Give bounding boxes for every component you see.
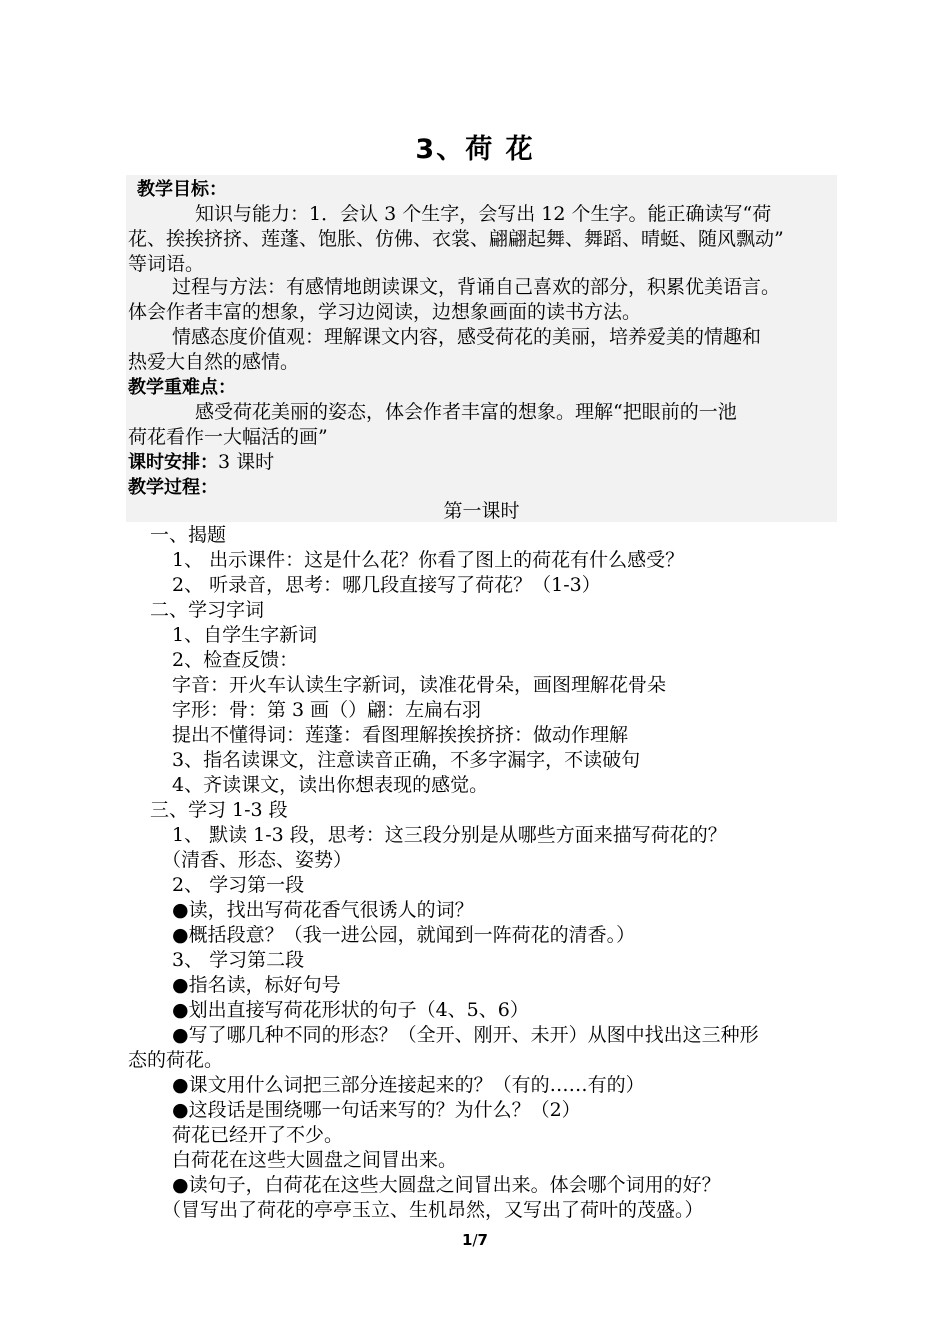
goal-line: 知识与能力：1．会认 3 个生字，会写出 12 个生字。能正确读写“荷	[195, 203, 772, 225]
body-line: 2、 学习第一段	[172, 874, 305, 896]
schedule-line	[128, 450, 274, 475]
body-line: 3、指名读课文，注意读音正确，不多字漏字，不读破句	[172, 749, 641, 771]
page-current: 1	[462, 1231, 473, 1249]
body-line: ●读句子，白荷花在这些大圆盘之间冒出来。体会哪个词用的好？	[172, 1174, 721, 1196]
body-line: 一、揭题	[150, 524, 227, 546]
body-line: 1、 默读 1-3 段，思考：这三段分别是从哪些方面来描写荷花的？	[172, 824, 727, 846]
body-line: 字音：开火车认读生字新词，读准花骨朵，画图理解花骨朵	[172, 674, 667, 696]
body-line: 1、自学生字新词	[172, 624, 318, 646]
body-line: ●写了哪几种不同的形态？（全开、刚开、未开）从图中找出这三种形	[172, 1024, 759, 1046]
body-line: 1、 出示课件：这是什么花？你看了图上的荷花有什么感受？	[172, 549, 685, 571]
body-line: （清香、形态、姿势）	[162, 849, 353, 871]
schedule-value: 3 课时	[218, 451, 275, 473]
page-total: 7	[477, 1231, 488, 1249]
body-line: 字形：骨：第 3 画（）翩：左扁右羽	[172, 699, 482, 721]
body-line: 3、 学习第二段	[172, 949, 305, 971]
body-line: ●划出直接写荷花形状的句子（4、5、6）	[172, 999, 529, 1021]
goal-line: 花、挨挨挤挤、莲蓬、饱胀、仿佛、衣裳、翩翩起舞、舞蹈、晴蜓、随风飘动”	[128, 228, 784, 250]
body-line: 2、 听录音，思考：哪几段直接写了荷花？（1-3）	[172, 574, 601, 596]
body-line: ●这段话是围绕哪一句话来写的？为什么？（2）	[172, 1099, 581, 1121]
body-line: ●概括段意？（我一进公园，就闻到一阵荷花的清香。）	[172, 924, 636, 946]
goal-line: 情感态度价值观：理解课文内容，感受荷花的美丽，培养爱美的情趣和	[172, 326, 762, 348]
body-line: 三、学习 1-3 段	[150, 799, 288, 821]
key-point-line: 感受荷花美丽的姿态，体会作者丰富的想象。理解“把眼前的一池	[195, 401, 737, 423]
page-separator: /	[472, 1231, 478, 1249]
goal-line: 热爱大自然的感情。	[128, 351, 300, 373]
page-number	[0, 1230, 950, 1250]
goals-heading: 教学目标：	[137, 179, 227, 200]
page-title: 3、荷 花	[415, 134, 535, 165]
body-line: 态的荷花。	[128, 1049, 224, 1071]
body-line: ●指名读，标好句号	[172, 974, 341, 996]
body-line: （冒写出了荷花的亭亭玉立、生机昂然，又写出了荷叶的茂盛。）	[162, 1199, 704, 1221]
body-line: 二、学习字词	[150, 599, 265, 621]
body-line: ●读，找出写荷花香气很诱人的词？	[172, 899, 474, 921]
body-line: 2、检查反馈：	[172, 649, 299, 671]
key-point-line: 荷花看作一大幅活的画”	[128, 426, 328, 448]
goal-line: 等词语。	[128, 253, 205, 275]
goal-line: 过程与方法：有感情地朗读课文，背诵自己喜欢的部分，积累优美语言。	[172, 276, 781, 298]
goal-line: 体会作者丰富的想象，学习边阅读，边想象画面的读书方法。	[128, 301, 642, 323]
body-line: 4、齐读课文，读出你想表现的感觉。	[172, 774, 489, 796]
process-heading: 教学过程：	[128, 477, 218, 498]
lesson-title: 第一课时	[443, 500, 520, 522]
body-line: 白荷花在这些大圆盘之间冒出来。	[172, 1149, 458, 1171]
body-line: 荷花已经开了不少。	[172, 1124, 344, 1146]
body-line: ●课文用什么词把三部分连接起来的？（有的……有的）	[172, 1074, 645, 1096]
body-line: 提出不懂得词：莲蓬：看图理解挨挨挤挤：做动作理解	[172, 724, 629, 746]
key-points-heading: 教学重难点：	[128, 377, 236, 398]
schedule-label: 课时安排：	[128, 452, 218, 473]
